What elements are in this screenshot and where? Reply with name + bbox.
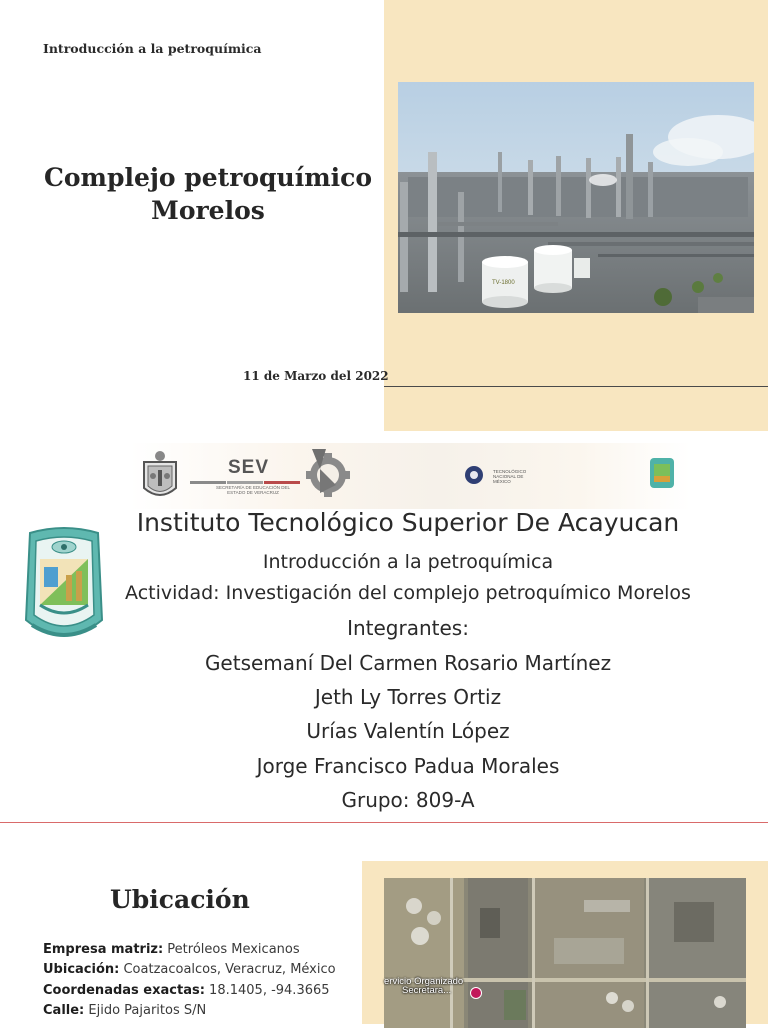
- map-label-line: ervicio Organizado: [384, 976, 464, 987]
- title-line-2: Morelos: [151, 196, 265, 225]
- satellite-map: [384, 878, 746, 1028]
- tecnm-logo-text: TECNOLÓGICO NACIONAL DE MÉXICO: [493, 469, 527, 484]
- info-label: Empresa matriz:: [43, 942, 164, 957]
- member-name: Jeth Ly Torres Ortiz: [314, 685, 502, 709]
- info-value: Petróleos Mexicanos: [163, 942, 300, 957]
- slide-date: 11 de Marzo del 2022: [243, 369, 389, 383]
- slide-title: Ubicación: [110, 885, 250, 914]
- title-slide: [0, 0, 768, 431]
- location-slide: [0, 823, 768, 1024]
- member-name: Urías Valentín López: [306, 719, 510, 743]
- info-row: [43, 1001, 336, 1021]
- credits-slide: [0, 431, 768, 822]
- sev-logo-text: SEV: [228, 457, 270, 478]
- veracruz-seal-icon: [138, 448, 182, 504]
- tecnm-small-logo-icon: [463, 462, 485, 488]
- info-label: Ubicación:: [43, 962, 120, 978]
- info-row: [43, 960, 336, 980]
- member-name: Getsemaní Del Carmen Rosario Martínez: [204, 651, 612, 675]
- institution-name: Instituto Tecnológico Superior De Acayucan: [136, 508, 680, 537]
- info-label: Coordenadas exactas:: [43, 982, 205, 998]
- members-label: Integrantes:: [347, 616, 469, 640]
- sev-logo-subtitle: SECRETARÍA DE EDUCACIÓN DEL ESTADO DE VERACRUZ: [216, 485, 290, 495]
- svg-text:TV-1800: TV-1800: [492, 280, 515, 286]
- itsa-emblem-icon: [22, 525, 106, 647]
- decorative-line: [384, 386, 768, 387]
- slide-header: Introducción a la petroquímica: [43, 41, 262, 56]
- info-label: Calle:: [43, 1002, 85, 1018]
- title-line-1: Complejo petroquímico: [43, 163, 373, 192]
- member-name: Jorge Francisco Padua Morales: [256, 754, 560, 778]
- refinery-photo: [398, 82, 754, 313]
- logos-banner: [130, 443, 690, 509]
- refinery-photo-illustration: [398, 82, 754, 313]
- map-label-line: Secretara...: [402, 985, 452, 996]
- group-label: Grupo: 809-A: [341, 788, 475, 812]
- activity-description: Actividad: Investigación del complejo petroquímico Morelos: [125, 582, 691, 604]
- info-row: [43, 981, 336, 1001]
- info-value: Ejido Pajaritos S/N: [84, 1002, 207, 1018]
- satellite-map-illustration: [384, 878, 746, 1028]
- map-place-label: [384, 977, 463, 995]
- slide-title: [32, 161, 384, 227]
- tecnm-gear-logo-icon: [306, 445, 350, 503]
- map-pin-icon: [470, 987, 482, 999]
- info-row: [43, 940, 336, 960]
- subject-name: Introducción a la petroquímica: [262, 551, 554, 573]
- info-value: Coatzacoalcos, Veracruz, México: [119, 962, 336, 978]
- itsa-small-logo-icon: [648, 456, 676, 490]
- info-value: 18.1405, -94.3665: [204, 982, 330, 998]
- location-info-list: [43, 940, 336, 1021]
